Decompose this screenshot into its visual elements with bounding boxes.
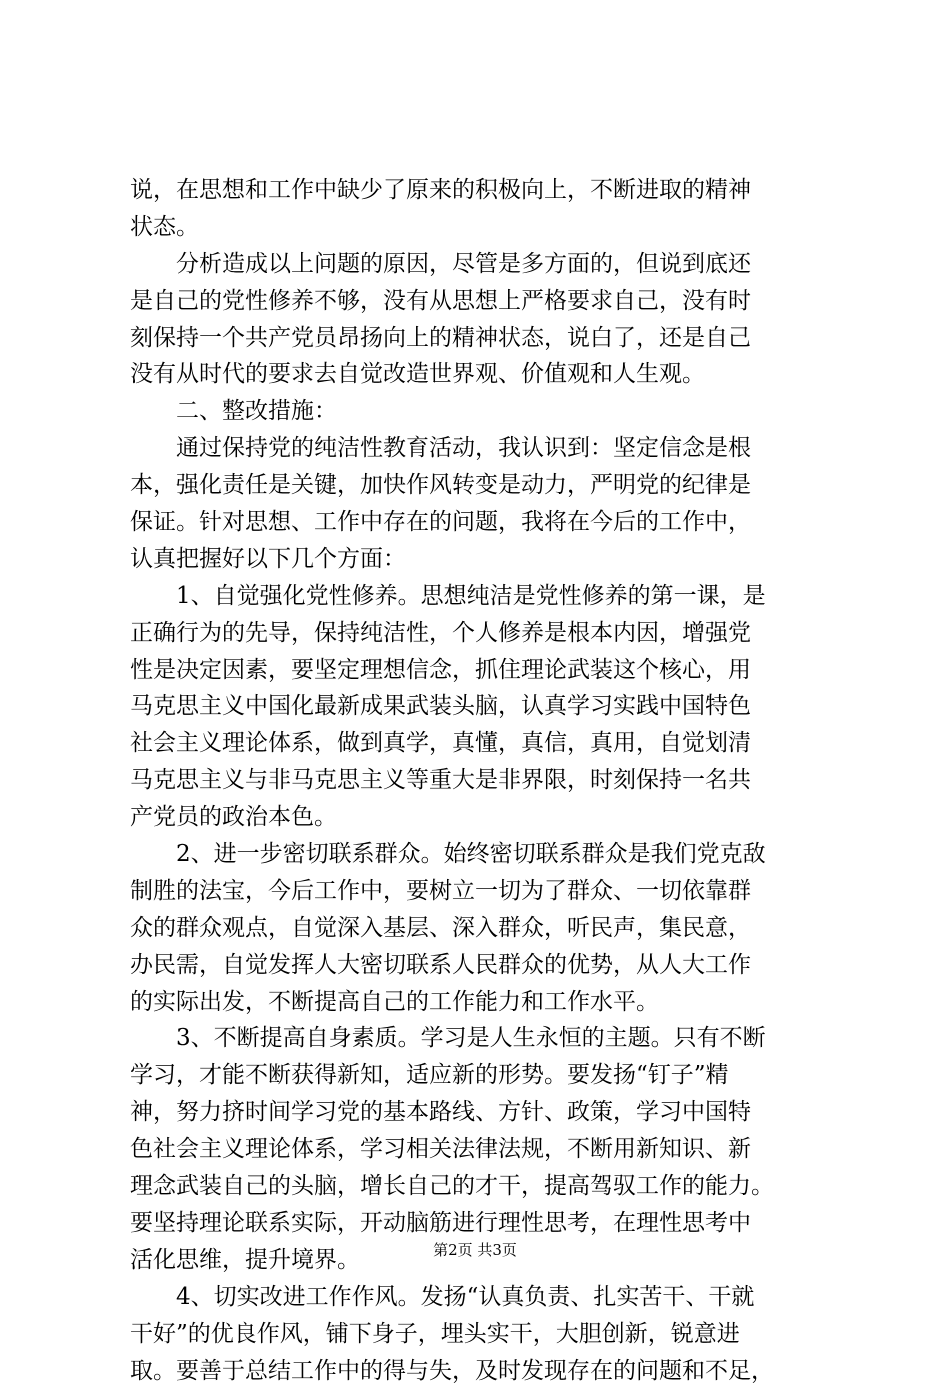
text-line: 产党员的政治本色。 [130,799,835,836]
paragraph-first-line: 4、切实改进工作作风。发扬“认真负责、扎实苦干、干就 [130,1279,835,1316]
text-line: 保证。针对思想、工作中存在的问题，我将在今后的工作中， [130,504,835,541]
paragraph-first-line: 3、不断提高自身素质。学习是人生永恒的主题。只有不断 [130,1020,835,1057]
text-line: 社会主义理论体系，做到真学，真懂，真信，真用，自觉划清 [130,725,835,762]
text-line: 活化思维，提升境界。 [130,1242,835,1279]
text-line: 制胜的法宝，今后工作中，要树立一切为了群众、一切依靠群 [130,873,835,910]
page-footer: 第2页 共3页 [0,1240,950,1260]
text-line: 认真把握好以下几个方面： [130,541,835,578]
text-line: 本，强化责任是关键，加快作风转变是动力，严明党的纪律是 [130,467,835,504]
text-line: 众的群众观点，自觉深入基层、深入群众，听民声，集民意， [130,910,835,947]
text-line: 没有从时代的要求去自觉改造世界观、价值观和人生观。 [130,356,835,393]
text-line: 刻保持一个共产党员昂扬向上的精神状态，说白了，还是自己 [130,320,835,357]
text-line: 色社会主义理论体系，学习相关法律法规，不断用新知识、新 [130,1131,835,1168]
text-line: 取。要善于总结工作中的得与失，及时发现存在的问题和不足， [130,1353,835,1389]
text-line: 干好”的优良作风，铺下身子，埋头实干，大胆创新，锐意进 [130,1316,835,1353]
paragraph-first-line: 分析造成以上问题的原因，尽管是多方面的，但说到底还 [130,246,835,283]
document-body [130,172,835,1389]
text-line: 神，努力挤时间学习党的基本路线、方针、政策，学习中国特 [130,1094,835,1131]
paragraph-first-line: 1、自觉强化党性修养。思想纯洁是党性修养的第一课，是 [130,578,835,615]
text-line: 是自己的党性修养不够，没有从思想上严格要求自己，没有时 [130,283,835,320]
paragraph-first-line: 2、进一步密切联系群众。始终密切联系群众是我们党克敌 [130,836,835,873]
paragraph-first-line: 二、整改措施： [130,393,835,430]
text-line: 马克思主义与非马克思主义等重大是非界限，时刻保持一名共 [130,762,835,799]
paragraph-first-line: 通过保持党的纯洁性教育活动，我认识到：坚定信念是根 [130,430,835,467]
text-line: 正确行为的先导，保持纯洁性，个人修养是根本内因，增强党 [130,615,835,652]
text-line: 要坚持理论联系实际，开动脑筋进行理性思考，在理性思考中 [130,1205,835,1242]
text-line: 说，在思想和工作中缺少了原来的积极向上，不断进取的精神 [130,172,835,209]
text-line: 状态。 [130,209,835,246]
text-line: 的实际出发，不断提高自己的工作能力和工作水平。 [130,984,835,1021]
text-line: 马克思主义中国化最新成果武装头脑，认真学习实践中国特色 [130,688,835,725]
text-line: 学习，才能不断获得新知，适应新的形势。要发扬“钉子”精 [130,1057,835,1094]
text-line: 性是决定因素，要坚定理想信念，抓住理论武装这个核心，用 [130,652,835,689]
text-line: 理念武装自己的头脑，增长自己的才干，提高驾驭工作的能力。 [130,1168,835,1205]
text-line: 办民需，自觉发挥人大密切联系人民群众的优势，从人大工作 [130,947,835,984]
